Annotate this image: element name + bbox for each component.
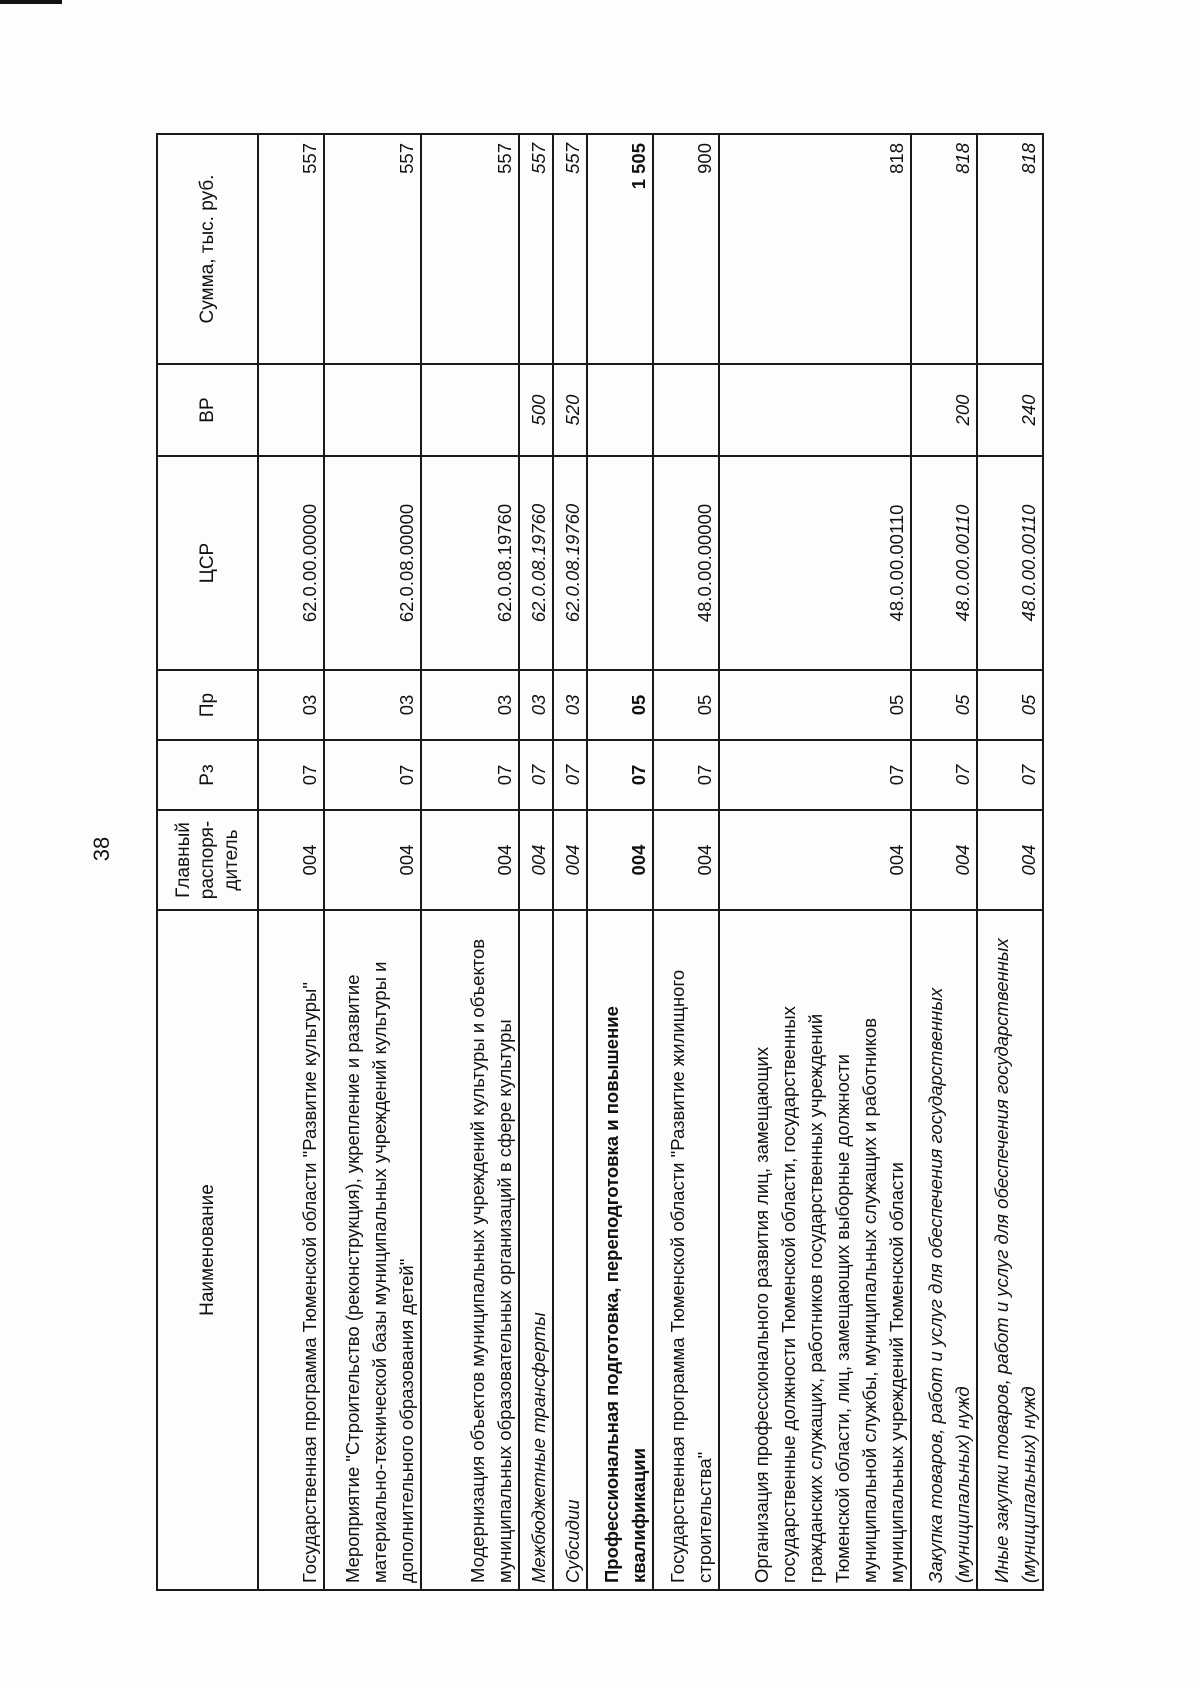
cell-pr: 03: [324, 670, 422, 740]
header-name: Наименование: [157, 910, 258, 1590]
cell-rz: 07: [519, 740, 553, 810]
cell-rz: 07: [653, 740, 719, 810]
cell-pr: 05: [719, 670, 912, 740]
cell-vr: 500: [519, 364, 553, 456]
cell-grs: 004: [553, 810, 587, 910]
cell-pr: 03: [553, 670, 587, 740]
cell-grs: 004: [519, 810, 553, 910]
cell-rz: 07: [587, 740, 653, 810]
cell-rz: 07: [977, 740, 1043, 810]
table-row: [553, 134, 587, 1590]
table-row: [324, 134, 422, 1590]
budget-table: [156, 133, 1044, 1591]
table-body: [258, 134, 1043, 1590]
cell-name: Профессиональная подготовка, переподготовка и повышение квалификации: [587, 910, 653, 1590]
cell-pr: 05: [653, 670, 719, 740]
cell-name: Закупка товаров, работ и услуг для обеспечения государственных (муниципальных) нужд: [911, 910, 977, 1590]
cell-grs: 004: [421, 810, 519, 910]
table-row: [911, 134, 977, 1590]
cell-name: Иные закупки товаров, работ и услуг для обеспечения государственных (муниципальных) нужд: [977, 910, 1043, 1590]
cell-grs: 004: [258, 810, 324, 910]
cell-name: Субсидии: [553, 910, 587, 1590]
cell-csr: 48.0.00.00110: [719, 456, 912, 670]
table-row: [519, 134, 553, 1590]
cell-rz: 07: [719, 740, 912, 810]
cell-name: Государственная программа Тюменской области "Развитие культуры": [258, 910, 324, 1590]
cell-vr: [653, 364, 719, 456]
table-row: [421, 134, 519, 1590]
cell-pr: 05: [977, 670, 1043, 740]
cell-sum: 1 505: [587, 134, 653, 364]
header-pr: Пр: [157, 670, 258, 740]
cell-name: Межбюджетные трансферты: [519, 910, 553, 1590]
cell-name: Мероприятие "Строительство (реконструкция), укрепление и развитие материально-технической базы муниципальных учреждений культуры и дополнительного образования детей": [324, 910, 422, 1590]
cell-csr: 62.0.00.00000: [258, 456, 324, 670]
cell-csr: [587, 456, 653, 670]
cell-grs: 004: [719, 810, 912, 910]
table-area: [156, 135, 1044, 1591]
cell-vr: [421, 364, 519, 456]
cell-csr: 48.0.00.00000: [653, 456, 719, 670]
cell-grs: 004: [324, 810, 422, 910]
cell-csr: 62.0.08.00000: [324, 456, 422, 670]
cell-grs: 004: [587, 810, 653, 910]
cell-name: Государственная программа Тюменской области "Развитие жилищного строительства": [653, 910, 719, 1590]
cell-csr: 62.0.08.19760: [519, 456, 553, 670]
table-row: [719, 134, 912, 1590]
header-csr: ЦСР: [157, 456, 258, 670]
table-row: [977, 134, 1043, 1590]
table-row: [653, 134, 719, 1590]
page-number: 38: [89, 836, 114, 862]
cell-sum: 818: [977, 134, 1043, 364]
table-header-row: [157, 134, 258, 1590]
cell-rz: 07: [258, 740, 324, 810]
header-rz: Рз: [157, 740, 258, 810]
cell-sum: 900: [653, 134, 719, 364]
cell-sum: 557: [258, 134, 324, 364]
cell-pr: 03: [258, 670, 324, 740]
rotated-table-wrapper: [156, 135, 1044, 1591]
cell-pr: 03: [519, 670, 553, 740]
cell-name: Организация профессионального развития лиц, замещающих государственные должности Тюменской области, государственных гражданских служащих, работников государственных учреждений Тюменской области, лиц, замещающих выборные должности муниципальной службы, муниципальных служащих и работников муниципальных учреждений Тюменской области: [719, 910, 912, 1590]
cell-rz: 07: [324, 740, 422, 810]
cell-sum: 818: [911, 134, 977, 364]
cell-pr: 05: [587, 670, 653, 740]
cell-pr: 05: [911, 670, 977, 740]
cell-sum: 818: [719, 134, 912, 364]
table-row: [587, 134, 653, 1590]
cell-csr: 62.0.08.19760: [553, 456, 587, 670]
header-sum: Сумма, тыс. руб.: [157, 134, 258, 364]
cell-grs: 004: [977, 810, 1043, 910]
cell-sum: 557: [519, 134, 553, 364]
scan-corner-mark: [0, 0, 62, 4]
cell-sum: 557: [324, 134, 422, 364]
cell-rz: 07: [421, 740, 519, 810]
cell-vr: [324, 364, 422, 456]
cell-vr: [587, 364, 653, 456]
cell-vr: 240: [977, 364, 1043, 456]
cell-rz: 07: [911, 740, 977, 810]
cell-grs: 004: [653, 810, 719, 910]
cell-vr: 520: [553, 364, 587, 456]
cell-rz: 07: [553, 740, 587, 810]
cell-vr: [258, 364, 324, 456]
table-row: [258, 134, 324, 1590]
header-vr: ВР: [157, 364, 258, 456]
cell-pr: 03: [421, 670, 519, 740]
cell-csr: 48.0.00.00110: [977, 456, 1043, 670]
cell-sum: 557: [553, 134, 587, 364]
cell-vr: 200: [911, 364, 977, 456]
cell-grs: 004: [911, 810, 977, 910]
cell-sum: 557: [421, 134, 519, 364]
cell-vr: [719, 364, 912, 456]
header-grs: Главный распоря-дитель: [157, 810, 258, 910]
cell-name: Модернизация объектов муниципальных учреждений культуры и объектов муниципальных образовательных организаций в сфере культуры: [421, 910, 519, 1590]
cell-csr: 62.0.08.19760: [421, 456, 519, 670]
cell-csr: 48.0.00.00110: [911, 456, 977, 670]
